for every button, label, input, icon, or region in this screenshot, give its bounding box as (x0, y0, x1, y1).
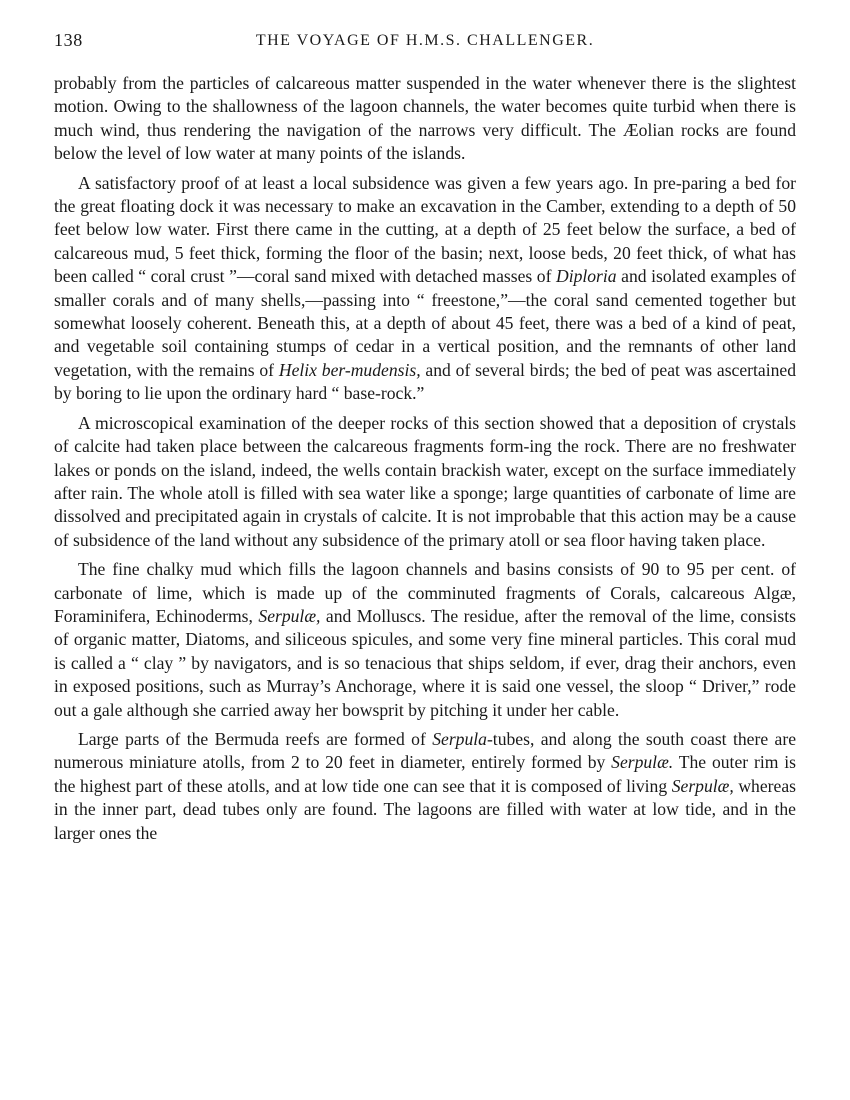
italic-term: Serpula (432, 728, 487, 749)
italic-term: Serpulæ, (671, 775, 734, 796)
text-run: A microscopical examination of the deeper rocks of this section showed that a deposition of crystals of calcite had taken place between the calcareous fragments form-ing the rock. There are no freshwater lakes or ponds on the island, indeed, the wells contain brackish water, except on the surface immediately after rain. The whole atoll is filled with sea water like a sponge; large quantities of carbonate of lime are dissolved and precipitated again in crystals of calcite. It is not improbable that this action may be a cause of subsidence of the land without any subsidence of the primary atoll or sea floor having taken place. (54, 412, 796, 550)
running-head (54, 28, 796, 58)
text-run: Large parts of the Bermuda reefs are formed of (78, 728, 433, 749)
italic-term: Diploria (555, 266, 617, 287)
text-run: The fine chalky mud which fills the lagoon channels and basins consists of 90 to 95 per cent. of carbonate of lime, which is made up of the comminuted fragments of Corals, calcareous Algæ, Foraminifera, Echinoderms, (54, 559, 796, 626)
paragraph (54, 172, 796, 406)
paragraph (54, 558, 796, 722)
running-title: THE VOYAGE OF H.M.S. CHALLENGER. (255, 32, 595, 49)
text-run: and of several birds; the bed of peat was ascertained by boring to lie upon the ordinary hard “ base-rock.” (54, 359, 797, 404)
text-run: probably from the particles of calcareous matter suspended in the water whenever there is the slightest motion. Owing to the shallowness of the lagoon channels, the water becomes quite turbid when there is much wind, thus rendering the navigation of the narrows very difficult. The Æolian rocks are found below the level of low water at many points of the islands. (54, 73, 796, 164)
text-run: The outer rim is the highest part of these atolls, and at low tide one can see that it is composed of living (54, 752, 796, 796)
italic-term: Helix ber-mudensis, (278, 359, 421, 380)
italic-term: Serpulæ, (258, 605, 321, 626)
page-number: 138 (54, 30, 83, 50)
body-text (54, 72, 796, 845)
paragraph (54, 72, 796, 166)
paragraph (54, 412, 796, 552)
text-run: whereas in the inner part, dead tubes only are found. The lagoons are filled with water at low tide, and in the larger ones the (54, 775, 796, 843)
text-run: -tubes, and along the south coast there are numerous miniature atolls, from 2 to 20 feet in diameter, entirely formed by (54, 728, 797, 773)
text-run: and Molluscs. The residue, after the removal of the lime, consists of organic matter, Diatoms, and siliceous spicules, and some very fine mineral particles. This coral mud is called a “ clay ” by navigators, and is so tenacious that ships seldom, if ever, drag their anchors, even in exposed positions, such as Murray’s Anchorage, where it is said one vessel, the sloop “ Driver,” rode out a gale although she carried away her bowsprit by pitching it under her cable. (54, 605, 796, 720)
paragraph (54, 728, 796, 845)
text-run: A satisfactory proof of at least a local subsidence was given a few years ago. In pre-paring a bed for the great floating dock it was necessary to make an excavation in the Camber, extending to a depth of 50 feet below low water. First there came in the cutting, at a depth of 25 feet below the surface, a bed of calcareous mud, 5 feet thick, forming the floor of the basin; next, loose beds, 20 feet thick, of what has been called “ coral crust ”—coral sand mixed with detached masses of (54, 172, 796, 287)
text-run: and isolated examples of smaller corals and of many shells,—passing into “ freestone,”—the coral sand cemented together but somewhat loosely coherent. Beneath this, at a depth of about 45 feet, there was a bed of a kind of peat, and vegetable soil containing stumps of cedar in a vertical position, and the remnants of other land vegetation, with the remains of (54, 266, 796, 380)
italic-term: Serpulæ. (611, 752, 674, 773)
